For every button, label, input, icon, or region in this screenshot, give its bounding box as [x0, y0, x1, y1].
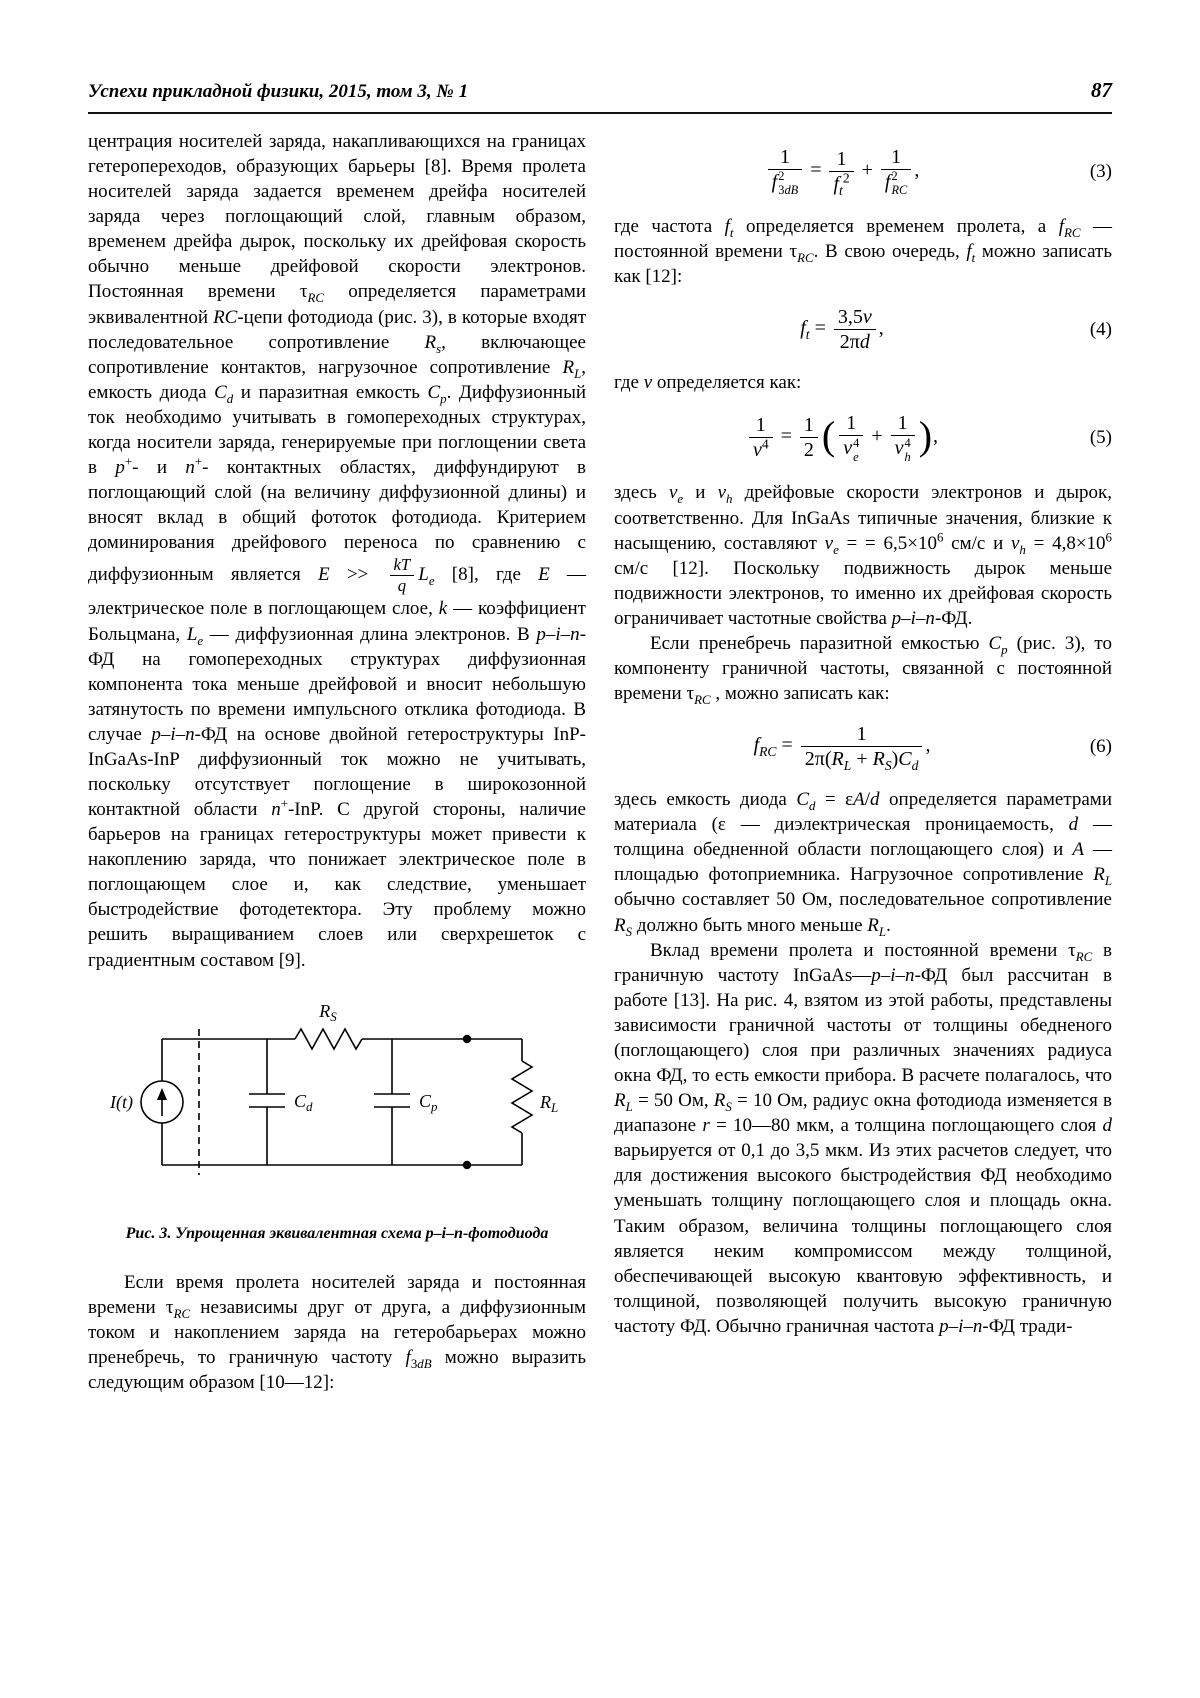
- equation-4: [614, 305, 1112, 354]
- circuit-diagram: [102, 999, 572, 1199]
- node-dot-bottom: [463, 1160, 471, 1168]
- equation-number: (5): [1089, 427, 1112, 449]
- page-header: [88, 78, 1112, 114]
- left-column: [88, 129, 586, 1395]
- page-number: 87: [1091, 78, 1112, 102]
- equation-number: (6): [1089, 736, 1112, 758]
- body-paragraph: здесь $v_e$ и $v_h$ дрейфовые скорости электронов и дырок, соответственно. Для InGaAs типичные значения, близкие к насыщению, составляют $v_e$ = = $6,5\times 10^6$ см/с и $v_h = 4,8\times 10^6$ см/с [12]. Поскольку подвижность дырок меньше подвижности электронов, то именно их дрейфовая скорость ограничивает частотные свойства p–i–n-ФД.: [614, 482, 1112, 629]
- node-dot-top: [463, 1034, 471, 1042]
- label-cp: $C_p$: [419, 1090, 438, 1114]
- capacitor-cp: [374, 1039, 410, 1165]
- body-paragraph: где частота $f_t$ определяется временем пролета, а $f_{RC}$ — постоянной времени $\tau_{RC}$. В свою очередь, $f_t$ можно записать как [12]:: [614, 216, 1113, 288]
- equation-5: [614, 411, 1112, 464]
- circuit-diagram-wrap: [88, 999, 586, 1206]
- journal-title: Успехи прикладной физики, 2015, том 3, № 1: [88, 81, 469, 102]
- current-source: [141, 1039, 183, 1165]
- body-paragraph: центрация носителей заряда, накапливающихся на границах гетеропереходов, образующих барьеры [8]. Время пролета носителей заряда задается временем дрейфа носителей заряда через поглощающий слой, главным образом, временем дрейфа дырок, поскольку их дрейфовая скорость обычно меньше дрейфовой скорости электронов. Постоянная времени $\tau_{RC}$ определяется параметрами эквивалентной RC-цепи фотодиода (рис. 3), в которые входят последовательное сопротивление $R_s$, включающее сопротивление контактов, нагрузочное сопротивление $R_L$, емкость диода $C_d$ и паразитная емкость $C_p$. Диффузионный ток необходимо учитывать в гомопереходных структурах, когда носители заряда, генерируемые при поглощении света в p+- и n+- контактных областях, диффундируют в поглощающий слой (на величину диффузионной длины) и вносят вклад в общий фототок фотодиода. Критерием доминирования дрейфового переноса по сравнению с диффузионным является E >> $\frac{kT}{q}$ $L_e$ [8], где E — электрическое поле в поглощающем слое, k — коэффициент Больцмана, $L_e$ — диффузионная длина электронов. В p–i–n-ФД на гомопереходных структурах диффузионная компонента тока меньше дрейфовой и вносит небольшую затянутость по времени импульсного отклика фотодиода. В случае p–i–n-ФД на основе двойной гетероструктуры InP-InGaAs-InP диффузионный ток можно не учитывать, поскольку отсутствует поглощение в широкозонной контактной области n+-InP. С другой стороны, наличие барьеров на границах гетероструктуры может привести к накоплению заряда, что понижает электрическое поле в поглощающем слое и, как следствие, уменьшает быстродействие фотодетектора. Эту проблему можно решить выращиванием слоев или сверхрешеток с градиентным составом [9].: [88, 131, 587, 971]
- equation-5-body: $\frac{1}{v^4}$ = $\frac{1}{2}$ ( 1 v 4 e + 1 v 4 h ),: [614, 411, 1070, 464]
- equation-6: [614, 722, 1112, 774]
- figure-caption: Рис. 3. Упрощенная эквивалентная схема p–i–n-фотодиода: [125, 1224, 549, 1242]
- equation-6-body: $f_{RC}$ = $\frac{1}{2\pi(R_L + R_S)C_d}$ ,: [753, 723, 931, 774]
- label-rl: $R_L$: [540, 1091, 559, 1115]
- label-current-source: I(t): [110, 1091, 133, 1112]
- equation-number: (3): [1089, 161, 1112, 182]
- body-paragraph: здесь емкость диода $C_d = \varepsilon A/d$ определяется параметрами материала (ε — диэлектрическая проницаемость, d — толщина обедненной области поглощающего слоя) и A — площадью фотоприемника. Нагрузочное сопротивление $R_L$ обычно составляет 50 Ом, последовательное сопротивление $R_S$ должно быть много меньше $R_L$.: [614, 789, 1112, 939]
- equation-4-body: $f_t$ = $\frac{3,5v}{2\pi d}$ ,: [800, 306, 884, 354]
- two-column-layout: [88, 129, 1112, 1395]
- body-paragraph: Если время пролета носителей заряда и постоянная времени $\tau_{RC}$ независимы друг от друга, а диффузионным током и накоплением заряда на гетеробарьерах можно пренебречь, то граничную частоту $f_{3dB}$ можно выразить следующим образом [10—12]:: [88, 1271, 586, 1394]
- label-rs: $R_S$: [319, 1000, 337, 1024]
- equation-3-body: 1 f 2 3dB = $\frac{1}{f_t^2}$ + 1 f 2 RC ,: [614, 145, 1070, 198]
- resistor-rs: [295, 1029, 362, 1049]
- figure-3: [88, 999, 586, 1244]
- equation-number: (4): [1089, 319, 1112, 341]
- wires: [162, 1039, 522, 1165]
- resistor-rl: [512, 1039, 532, 1165]
- body-paragraph: Вклад времени пролета и постоянной времени $\tau_{RC}$ в граничную частоту InGaAs—p–i–n-ФД был рассчитан в работе [13]. На рис. 4, взятом из этой работы, представлены зависимости граничной частоты от толщины обедненого (поглощающего) слоя при различных значениях радиуса окна ФД, то есть емкости прибора. В расчете полагалось, что $R_L = 50$ Ом, $R_S = 10$ Ом, радиус окна фотодиода изменяется в диапазоне r = 10—80 мкм, а толщина поглощающего слоя d варьируется от 0,1 до 3,5 мкм. Из этих расчетов следует, что для достижения высокого быстродействия ФД необходимо уменьшать толщину поглощающего слоя и площадь окна. Таким образом, величина толщины поглощающего слоя является неким компромиссом между толщиной, обеспечивающей высокую квантовую эффективность, и толщиной, позволяющей получить высокую граничную частоту ФД. Обычно граничная частота p–i–n-ФД тради-: [614, 939, 1112, 1337]
- right-column: [614, 129, 1112, 1395]
- body-paragraph: где v определяется как:: [614, 372, 802, 394]
- body-paragraph: Если пренебречь паразитной емкостью $C_p$ (рис. 3), то компоненту граничной частоты, связанной с постоянной времени $\tau_{RC}$ , можно записать как:: [614, 632, 1112, 707]
- current-arrow-icon: [157, 1088, 167, 1100]
- label-cd: $C_d$: [294, 1090, 313, 1114]
- capacitor-cd: [249, 1039, 285, 1165]
- equation-3: [614, 145, 1112, 198]
